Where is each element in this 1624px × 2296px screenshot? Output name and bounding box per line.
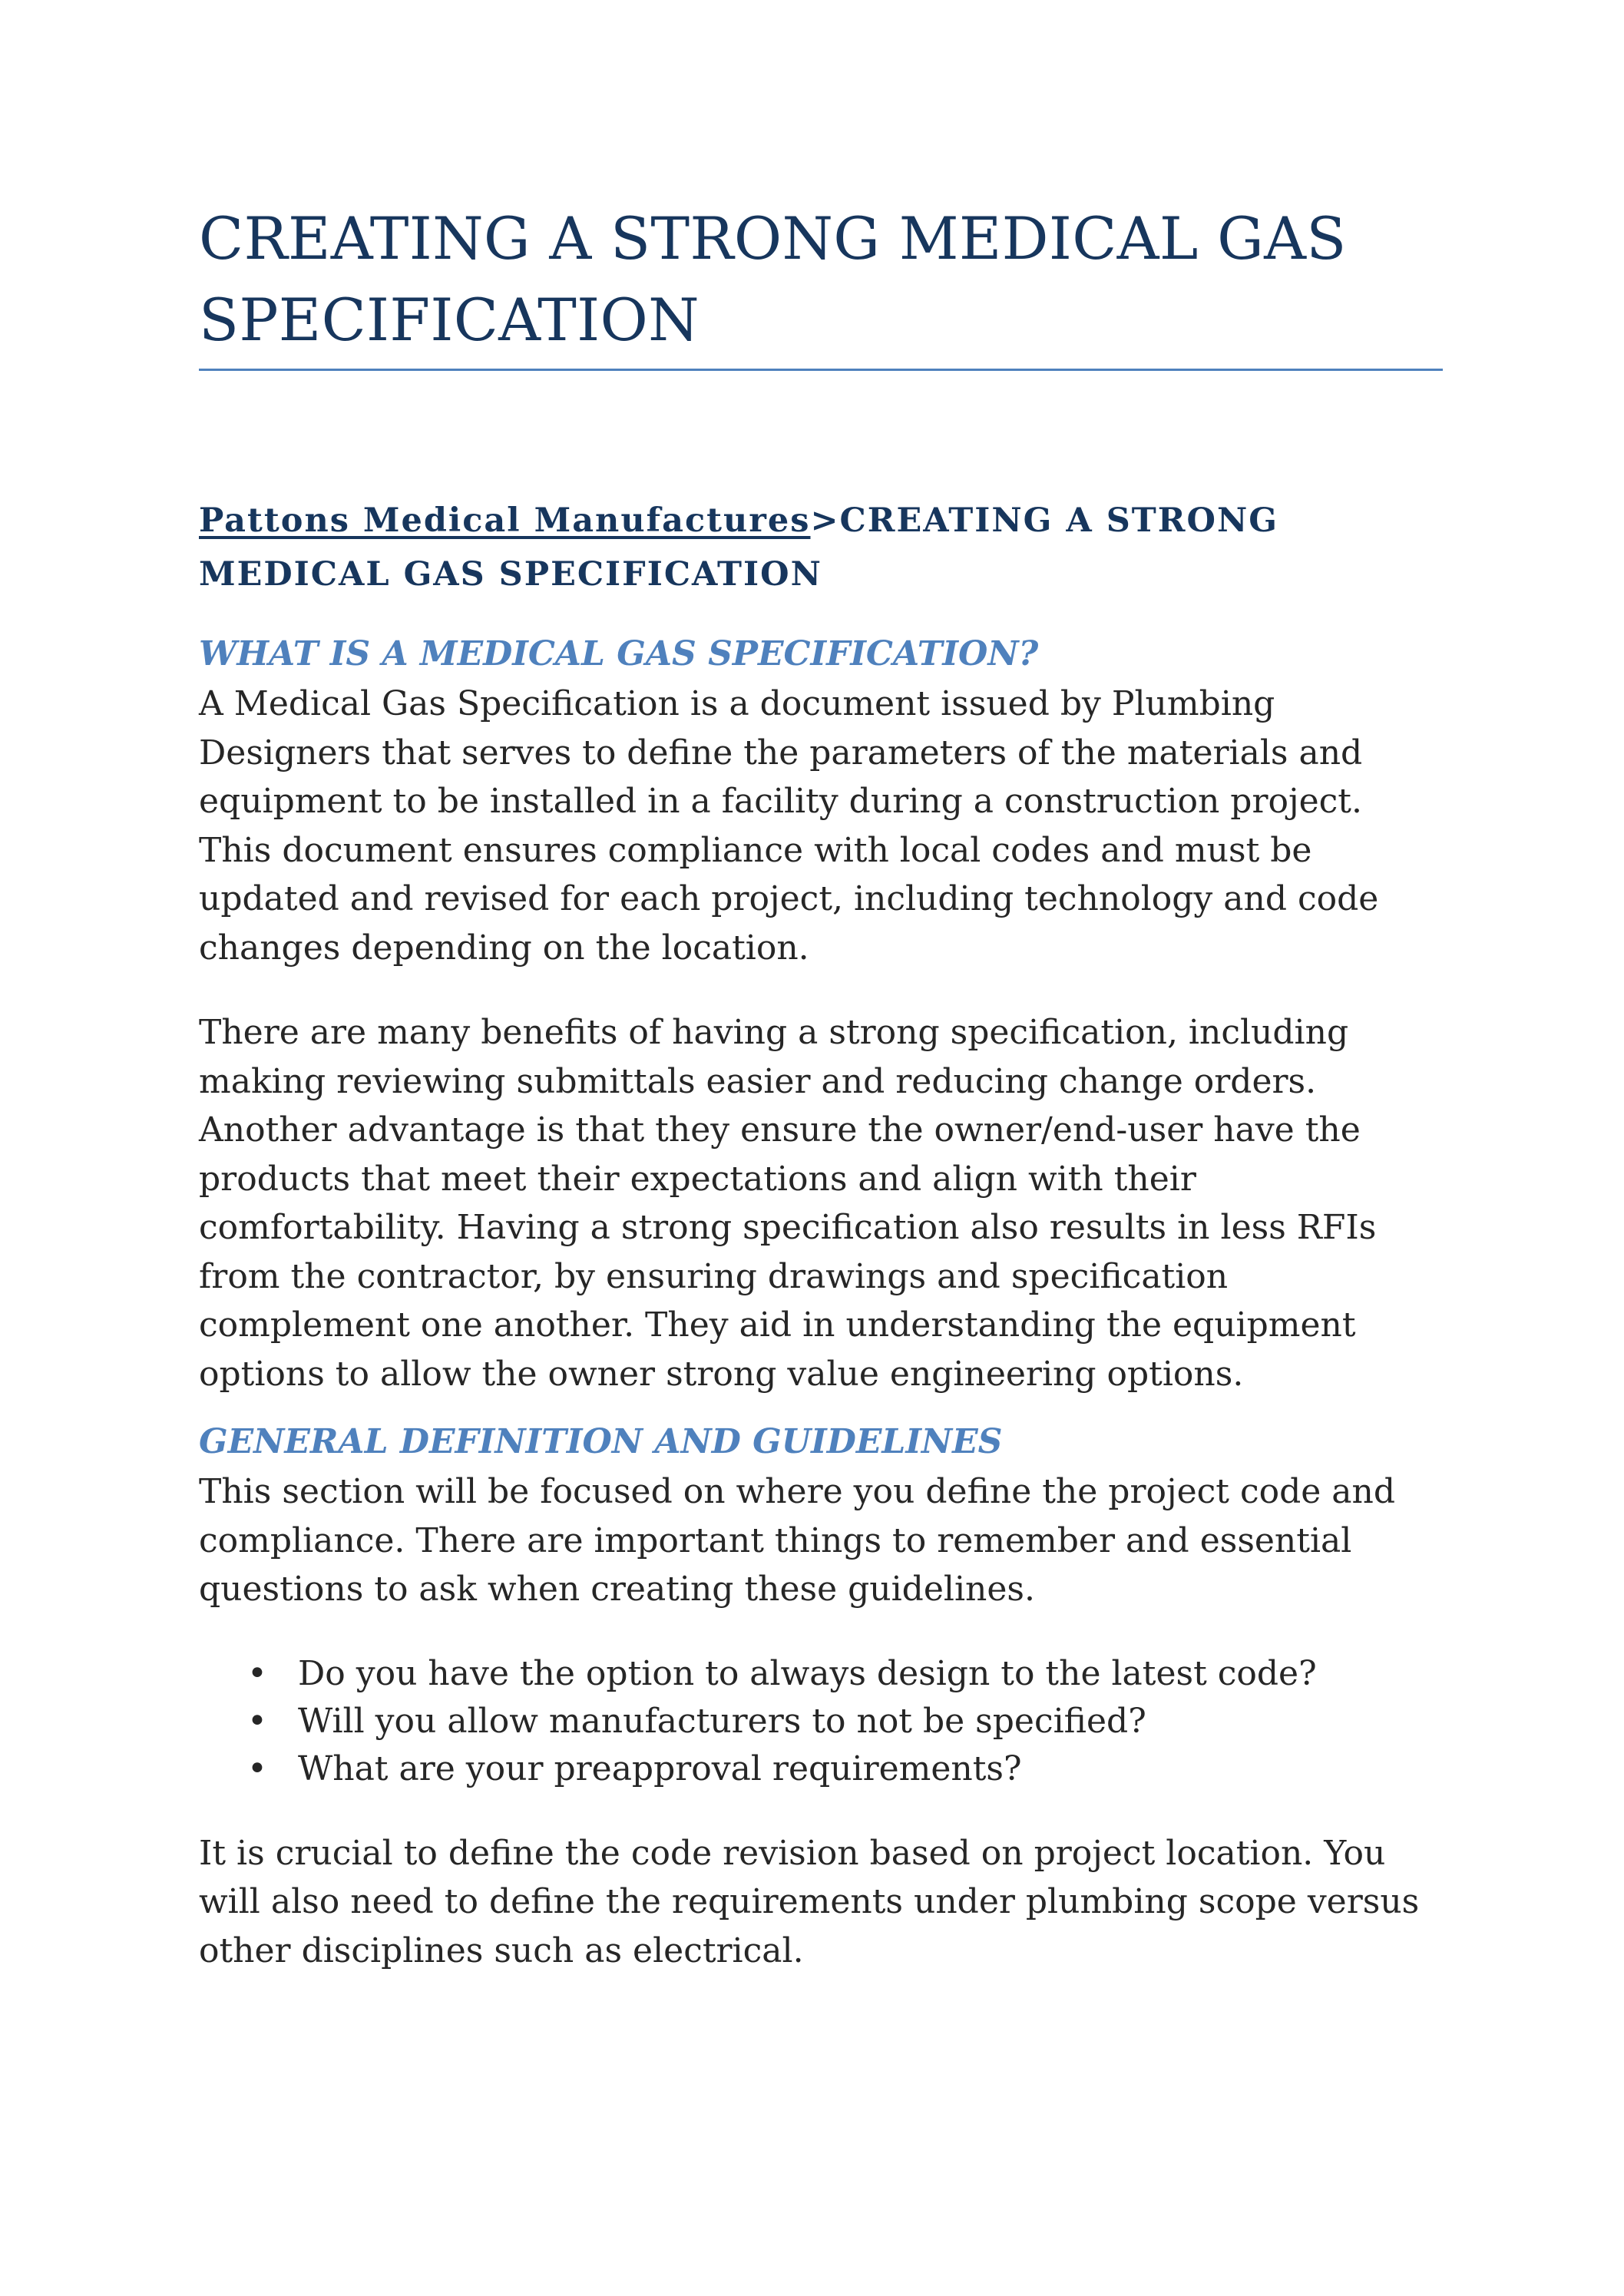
- bullet-icon: •: [247, 1748, 267, 1788]
- list-item-text: What are your preapproval requirements?: [298, 1748, 1022, 1788]
- title-divider: [199, 369, 1443, 371]
- bullet-icon: •: [247, 1701, 267, 1741]
- paragraph-benefits: There are many benefits of having a strong specification, including making reviewing submittals easier and reducing change orders. Another advantage is that they ensure the owner/end-user have the products that meet their expectations and align with their comfortability. Having a strong specification also results in less RFIs from the contractor, by ensuring drawings and specification complement one another. They aid in understanding the equipment options to allow the owner strong value engineering options.: [199, 1013, 1377, 1394]
- breadcrumb-separator: >: [810, 501, 840, 540]
- list-item-text: Do you have the option to always design to the latest code?: [298, 1653, 1317, 1693]
- breadcrumb-current: CREATING A STRONG MEDICAL GAS SPECIFICATION: [199, 501, 1278, 594]
- page-title: CREATING A STRONG MEDICAL GAS SPECIFICATION: [199, 204, 1347, 354]
- list-item-text: Will you allow manufacturers to not be specified?: [298, 1701, 1146, 1741]
- paragraph-closing: It is crucial to define the code revision based on project location. You will also need to define the requirements under plumbing scope versus other disciplines such as electrical.: [199, 1833, 1420, 1970]
- breadcrumb: [199, 494, 1443, 601]
- paragraph-guidelines-intro: This section will be focused on where you define the project code and compliance. There are important things to remember and essential questions to ask when creating these guidelines.: [199, 1472, 1396, 1609]
- section-heading-what-is: WHAT IS A MEDICAL GAS SPECIFICATION?: [199, 634, 1039, 673]
- breadcrumb-link[interactable]: Pattons Medical Manufactures: [199, 501, 811, 540]
- paragraph-definition: A Medical Gas Specification is a document issued by Plumbing Designers that serves to define the parameters of the materials and equipment to be installed in a facility during a construction project. This document ensures compliance with local codes and must be updated and revised for each project, including technology and code changes depending on the location.: [199, 684, 1379, 968]
- list-item: [247, 1650, 1443, 1698]
- document-content: [199, 198, 1443, 1975]
- section-heading-guidelines: GENERAL DEFINITION AND GUIDELINES: [199, 1422, 1003, 1461]
- bullet-icon: •: [247, 1653, 267, 1693]
- guideline-questions-list: [199, 1650, 1443, 1793]
- list-item: [247, 1698, 1443, 1745]
- list-item: [247, 1745, 1443, 1793]
